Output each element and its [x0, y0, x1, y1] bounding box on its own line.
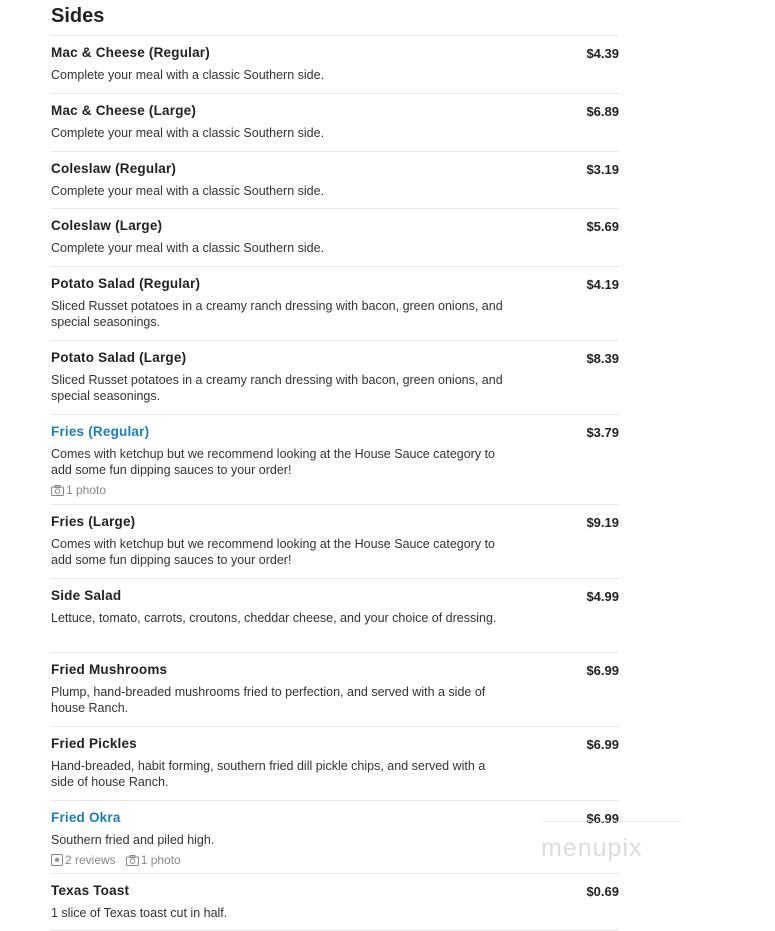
photos-count: 1 photo [140, 853, 181, 867]
menu-item [51, 415, 619, 505]
menu-item-name: Fries (Large) [51, 514, 136, 529]
menu-item-name-link[interactable]: Fries (Regular) [51, 424, 150, 439]
menu-item-description: Southern fried and piled high. [51, 833, 215, 847]
menu-item [51, 267, 619, 341]
menu-item-meta [51, 482, 619, 498]
menu-item-description: Comes with ketchup but we recommend looking at the House Sauce category to add some fun dipping sauces to your order! [51, 447, 495, 477]
menu-item [51, 653, 619, 727]
menu-item-name: Coleslaw (Regular) [51, 161, 177, 176]
menu-item-name: Fried Pickles [51, 736, 137, 751]
menu-section [51, 0, 619, 931]
menu-item-description: Complete your meal with a classic Southern side. [51, 184, 325, 198]
menu-item-price: $5.69 [586, 219, 619, 234]
camera-icon [51, 485, 64, 496]
photos-link[interactable] [126, 852, 181, 868]
menu-item [51, 874, 619, 931]
menu-item-description: Complete your meal with a classic Southern side. [51, 68, 325, 82]
menu-item-list [51, 36, 619, 931]
menu-item-description: Hand-breaded, habit forming, southern fried dill pickle chips, and served with a side of house Ranch. [51, 759, 486, 789]
menu-item-price: $3.79 [586, 425, 619, 440]
menu-item-description: 1 slice of Texas toast cut in half. [51, 906, 228, 920]
watermark-line [543, 821, 681, 822]
menu-item [51, 209, 619, 267]
menu-item-name: Coleslaw (Large) [51, 218, 163, 233]
menu-item [51, 94, 619, 152]
review-icon [51, 854, 63, 866]
menu-item-name: Texas Toast [51, 883, 130, 898]
menu-item-description: Plump, hand-breaded mushrooms fried to perfection, and served with a side of house Ranch. [51, 685, 486, 715]
menu-item [51, 801, 619, 874]
menu-item [51, 341, 619, 415]
menu-item-price: $3.19 [586, 162, 619, 177]
menu-item [51, 36, 619, 94]
reviews-count: 2 reviews [65, 853, 116, 867]
camera-icon [126, 855, 139, 866]
menu-item-name: Fried Mushrooms [51, 662, 168, 677]
menu-item [51, 727, 619, 801]
menu-item-price: $6.99 [586, 663, 619, 678]
menu-item-description: Comes with ketchup but we recommend looking at the House Sauce category to add some fun dipping sauces to your order! [51, 537, 495, 567]
watermark-logo: menupix [541, 834, 643, 862]
menu-item-name: Potato Salad (Large) [51, 350, 187, 365]
menu-item-description: Lettuce, tomato, carrots, croutons, cheddar cheese, and your choice of dressing. [51, 611, 497, 625]
menu-item-price: $6.99 [586, 811, 619, 826]
menu-item-price: $4.39 [586, 46, 619, 61]
menu-item-description: Sliced Russet potatoes in a creamy ranch dressing with bacon, green onions, and special seasonings. [51, 299, 503, 329]
menu-item-name: Mac & Cheese (Regular) [51, 45, 210, 60]
menu-item-description: Complete your meal with a classic Southern side. [51, 126, 325, 140]
menu-item-name: Potato Salad (Regular) [51, 276, 201, 291]
menu-item-price: $4.19 [586, 277, 619, 292]
menu-item-meta [51, 852, 619, 868]
reviews-link[interactable] [51, 852, 116, 868]
menu-item-price: $6.99 [586, 737, 619, 752]
menu-item [51, 579, 619, 653]
menu-item-description: Sliced Russet potatoes in a creamy ranch dressing with bacon, green onions, and special seasonings. [51, 373, 503, 403]
menu-item-price: $9.19 [586, 515, 619, 530]
menu-item-name-link[interactable]: Fried Okra [51, 810, 121, 825]
section-title: Sides [51, 0, 619, 36]
menu-item-price: $4.99 [586, 589, 619, 604]
menu-item-price: $0.69 [586, 884, 619, 899]
photos-count: 1 photo [66, 483, 107, 497]
photos-link[interactable] [51, 482, 106, 498]
menu-item-name: Side Salad [51, 588, 122, 603]
menu-item-description: Complete your meal with a classic Southern side. [51, 241, 325, 255]
menu-item-price: $6.89 [586, 104, 619, 119]
menu-item-name: Mac & Cheese (Large) [51, 103, 197, 118]
menu-item [51, 152, 619, 209]
menu-item-price: $8.39 [586, 351, 619, 366]
menu-item [51, 505, 619, 579]
